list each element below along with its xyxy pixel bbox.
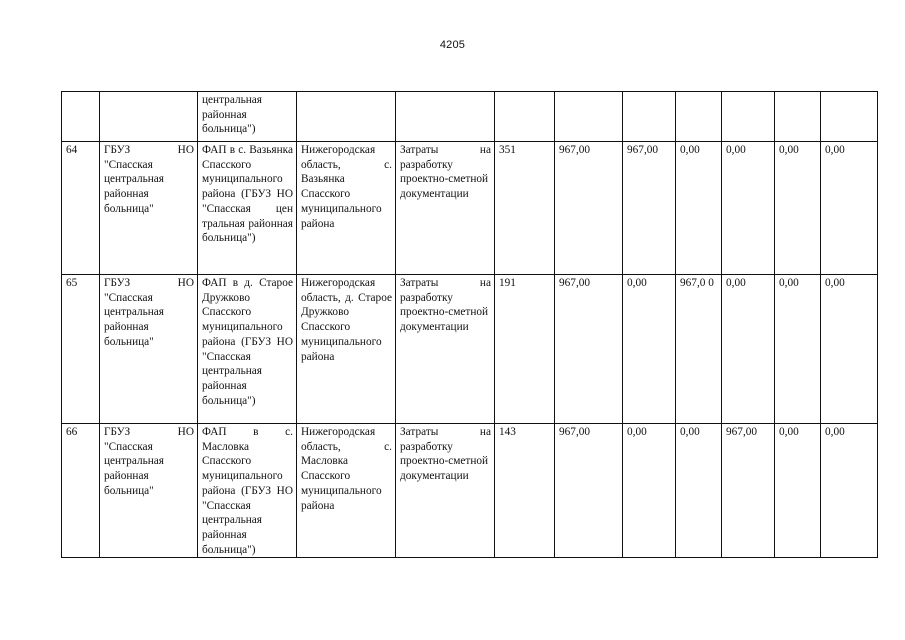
cell-year3: 0,00 <box>722 142 775 275</box>
cell-year4: 0,00 <box>775 275 821 424</box>
cell-num: 65 <box>62 275 100 424</box>
table-row <box>62 142 878 275</box>
cell-address: Нижегородская область, с. Вазьянка Спасского муниципального района <box>297 142 396 275</box>
cell-num <box>62 92 100 142</box>
cell-year4: 0,00 <box>775 142 821 275</box>
cell-object: ФАП в д. Старое Дружково Спасского муниципального района (ГБУЗ НО "Спасская центральная районная больница") <box>198 275 297 424</box>
table-row <box>62 275 878 424</box>
cell-address <box>297 92 396 142</box>
cell-area: 143 <box>495 424 555 558</box>
cell-year4: 0,00 <box>775 424 821 558</box>
cell-object: центральная районная больница") <box>198 92 297 142</box>
cell-year1: 0,00 <box>623 424 676 558</box>
cell-address: Нижегородская область, д. Старое Дружково Спасского муниципального района <box>297 275 396 424</box>
page-number: 4205 <box>439 39 466 51</box>
cell-purpose: Затраты на разработку проектно-сметной документации <box>396 275 495 424</box>
cell-year2: 967,0 0 <box>676 275 722 424</box>
cell-org <box>100 92 198 142</box>
cell-year2: 0,00 <box>676 142 722 275</box>
cell-purpose: Затраты на разработку проектно-сметной документации <box>396 142 495 275</box>
cell-total: 967,00 <box>555 424 623 558</box>
cell-area: 191 <box>495 275 555 424</box>
table-row-continuation <box>62 92 878 142</box>
cell-num: 64 <box>62 142 100 275</box>
cell-object: ФАП в с. Масловка Спасского муниципального района (ГБУЗ НО "Спасская центральная районная больница") <box>198 424 297 558</box>
cell-year2: 0,00 <box>676 424 722 558</box>
cell-area: 351 <box>495 142 555 275</box>
cell-year1: 0,00 <box>623 275 676 424</box>
cell-year2 <box>676 92 722 142</box>
cell-object: ФАП в с. Вазьянка Спасского муниципального района (ГБУЗ НО "Спасская цен тральная районная больница") <box>198 142 297 275</box>
cell-total <box>555 92 623 142</box>
investment-table <box>61 91 878 558</box>
cell-org: ГБУЗ НО "Спасская центральная районная больница" <box>100 424 198 558</box>
cell-year1: 967,00 <box>623 142 676 275</box>
cell-year5: 0,00 <box>821 424 878 558</box>
cell-area <box>495 92 555 142</box>
table-row <box>62 424 878 558</box>
cell-year3 <box>722 92 775 142</box>
cell-year1 <box>623 92 676 142</box>
cell-total: 967,00 <box>555 275 623 424</box>
cell-address: Нижегородская область, с. Масловка Спасского муниципального района <box>297 424 396 558</box>
cell-year3: 0,00 <box>722 275 775 424</box>
cell-num: 66 <box>62 424 100 558</box>
cell-year5: 0,00 <box>821 142 878 275</box>
cell-year3: 967,00 <box>722 424 775 558</box>
cell-total: 967,00 <box>555 142 623 275</box>
cell-year5 <box>821 92 878 142</box>
cell-purpose: Затраты на разработку проектно-сметной документации <box>396 424 495 558</box>
cell-year4 <box>775 92 821 142</box>
cell-purpose <box>396 92 495 142</box>
cell-org: ГБУЗ НО "Спасская центральная районная больница" <box>100 275 198 424</box>
cell-year5: 0,00 <box>821 275 878 424</box>
cell-org: ГБУЗ НО "Спасская центральная районная больница" <box>100 142 198 275</box>
